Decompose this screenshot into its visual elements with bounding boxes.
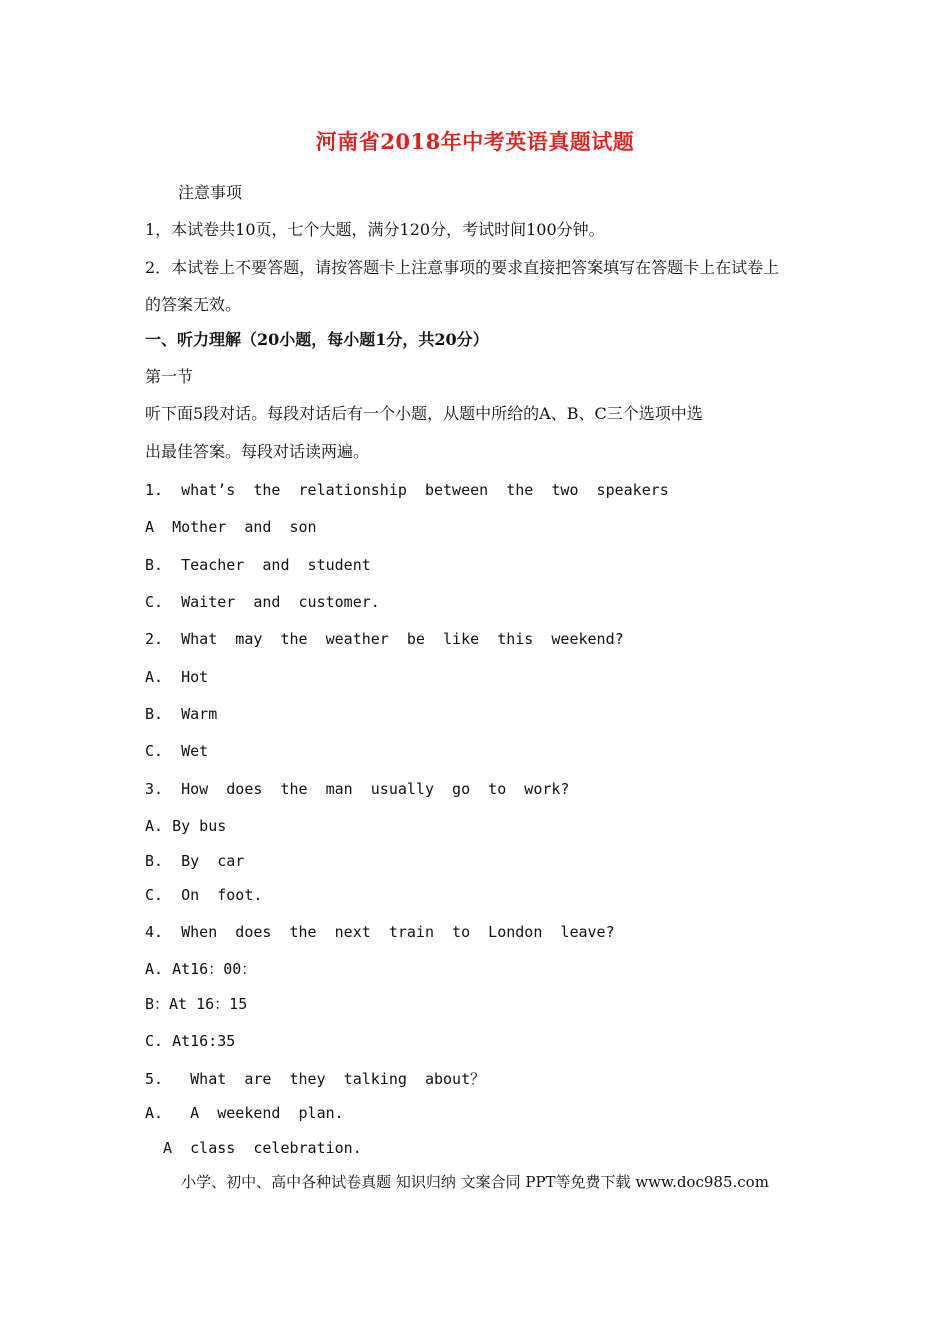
question-1-option-b: B. Teacher and student (145, 556, 371, 574)
question-5-option-a: A. A weekend plan. (145, 1104, 344, 1122)
notes-item-2-line-2: 的答案无效。 (145, 295, 242, 314)
question-1: 1. what’s the relationship between the two speakers (145, 481, 669, 499)
section-part: 第一节 (145, 367, 194, 386)
notes-heading: 注意事项 (178, 183, 243, 202)
question-2-option-b: B. Warm (145, 705, 218, 723)
question-3-option-a: A. By bus (145, 817, 227, 835)
question-4-option-a: A. At16：00： (145, 960, 257, 978)
question-3: 3. How does the man usually go to work? (145, 780, 570, 798)
question-5: 5. What are they talking about？ (145, 1070, 486, 1088)
instructions-line-2: 出最佳答案。每段对话读两遍。 (145, 442, 370, 461)
question-3-option-c: C. On foot. (145, 886, 263, 904)
question-4-option-c: C. At16:35 (145, 1032, 236, 1050)
question-5-option-b: A class celebration. (145, 1139, 362, 1157)
question-2: 2. What may the weather be like this weekend? (145, 630, 624, 648)
notes-item-2-line-1: 2．本试卷上不要答题，请按答题卡上注意事项的要求直接把答案填写在答题卡上在试卷上 (145, 258, 780, 277)
question-1-option-c: C. Waiter and customer. (145, 593, 380, 611)
question-2-option-c: C. Wet (145, 742, 209, 760)
question-4: 4. When does the next train to London leave? (145, 923, 615, 941)
question-2-option-a: A. Hot (145, 668, 209, 686)
instructions-line-1: 听下面5段对话。每段对话后有一个小题，从题中所给的A、B、C三个选项中选 (145, 404, 703, 423)
section-heading: 一、听力理解（20小题，每小题1分，共20分） (145, 330, 489, 349)
question-1-option-a: A Mother and son (145, 518, 317, 536)
document-title: 河南省2018年中考英语真题试题 (315, 129, 635, 154)
notes-item-1: 1，本试卷共10页，七个大题，满分120分，考试时间100分钟。 (145, 220, 605, 239)
question-3-option-b: B. By car (145, 852, 245, 870)
question-4-option-b: B：At 16：15 (145, 995, 248, 1013)
page-footer: 小学、初中、高中各种试卷真题 知识归纳 文案合同 PPT等免费下载 www.doc985.com (181, 1173, 769, 1191)
